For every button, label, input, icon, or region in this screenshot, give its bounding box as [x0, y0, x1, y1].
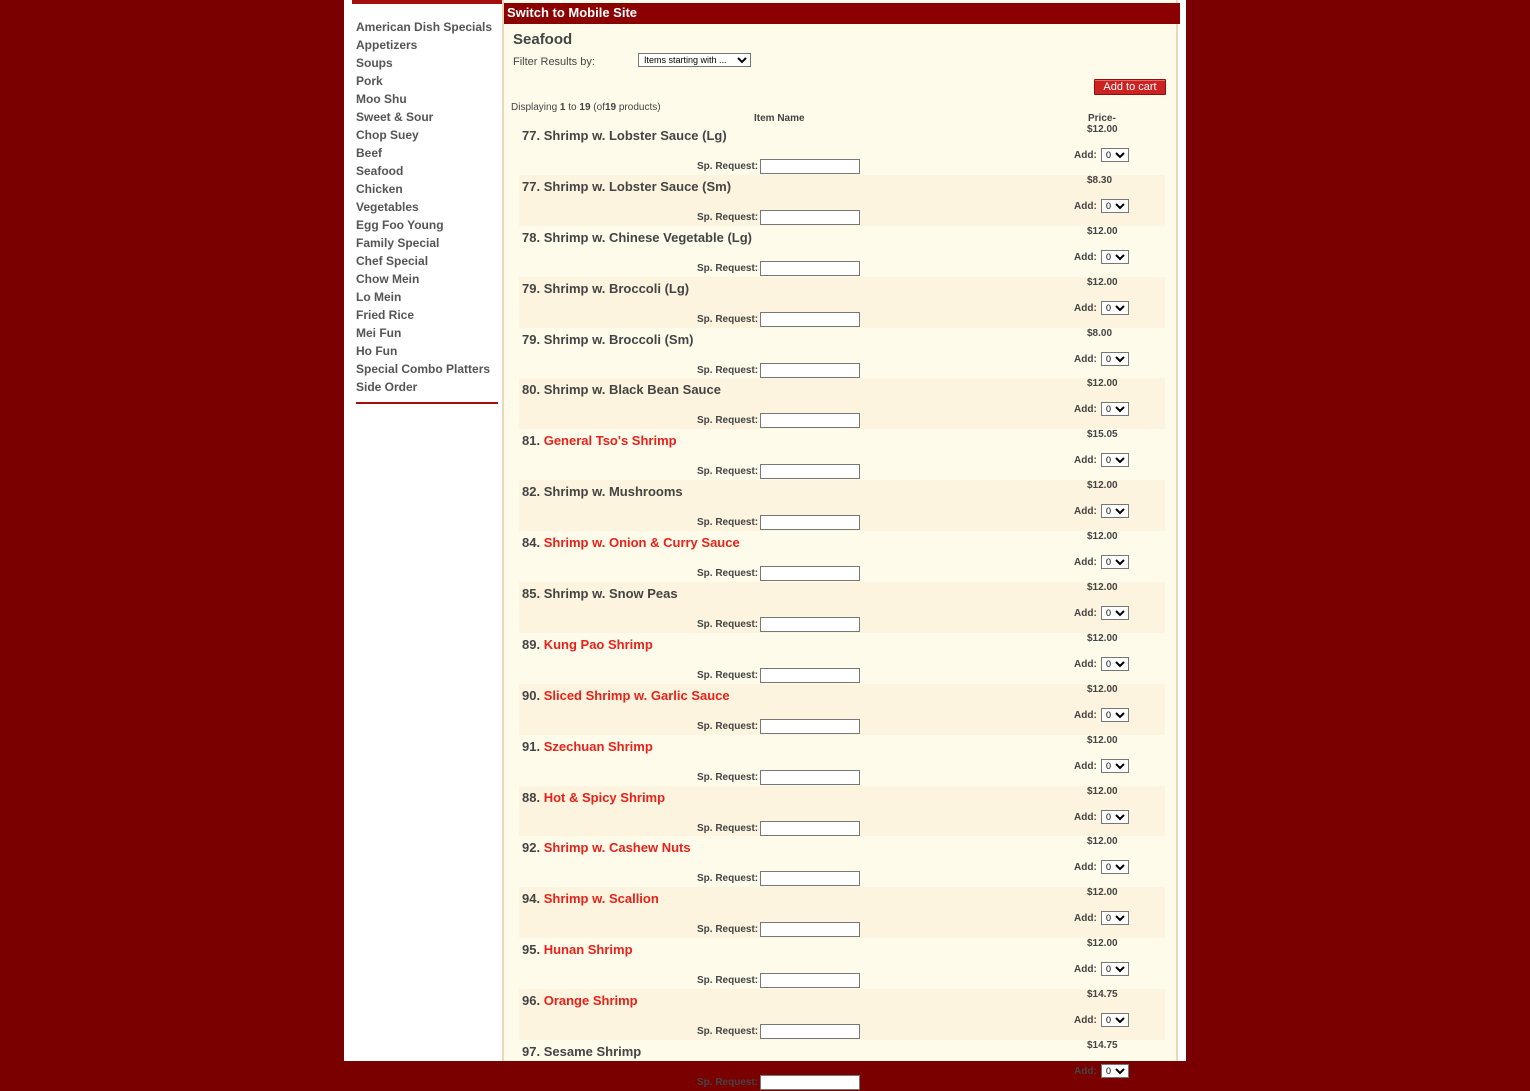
product-title [522, 230, 752, 245]
product-price: $12.00 [1087, 582, 1118, 594]
special-request-label: Sp. Request: [697, 364, 759, 376]
product-name: Shrimp w. Black Bean Sauce [543, 382, 721, 398]
special-request-input[interactable] [760, 261, 860, 276]
product-row [519, 735, 1165, 786]
quantity-select[interactable] [1101, 810, 1129, 824]
sidebar-divider [356, 402, 498, 404]
quantity-select[interactable] [1101, 657, 1129, 671]
product-list [519, 124, 1165, 1091]
product-name: Shrimp w. Chinese Vegetable (Lg) [543, 229, 752, 245]
add-label: Add: [1074, 557, 1097, 569]
results-total: 19 [604, 102, 617, 113]
quantity-select[interactable] [1101, 148, 1129, 162]
product-number: 79. [522, 331, 541, 347]
product-number: 81. [522, 433, 541, 449]
special-request-input[interactable] [760, 515, 860, 530]
special-request-label: Sp. Request: [697, 1026, 759, 1038]
product-name: Shrimp w. Lobster Sauce (Sm) [543, 178, 732, 194]
sidebar-item[interactable]: Seafood [356, 164, 404, 178]
quantity-select[interactable] [1101, 250, 1129, 264]
product-row [519, 226, 1165, 277]
product-row [519, 429, 1165, 480]
sidebar-item[interactable]: Soups [356, 56, 393, 70]
price-header: Price- [1088, 113, 1116, 124]
product-number: 94. [522, 891, 541, 907]
quantity-select[interactable] [1101, 301, 1129, 315]
product-name: Shrimp w. Broccoli (Lg) [543, 280, 690, 296]
product-row [519, 124, 1165, 175]
product-title [522, 1044, 641, 1059]
product-price: $8.00 [1087, 327, 1113, 339]
sidebar-item[interactable]: Side Order [356, 380, 418, 394]
sidebar-item[interactable]: Appetizers [356, 38, 418, 52]
quantity-select[interactable] [1101, 708, 1129, 722]
add-label: Add: [1074, 913, 1097, 925]
product-title [522, 179, 731, 194]
special-request-input[interactable] [760, 210, 860, 225]
add-label: Add: [1074, 658, 1097, 670]
special-request-input[interactable] [760, 464, 860, 479]
product-price: $12.00 [1087, 938, 1118, 950]
product-row [519, 378, 1165, 429]
product-number: 79. [522, 280, 541, 296]
sidebar-item[interactable]: Beef [356, 146, 383, 160]
results-suffix: products) [618, 102, 661, 113]
product-name: Shrimp w. Snow Peas [543, 586, 678, 602]
special-request-input[interactable] [760, 159, 860, 174]
special-request-input[interactable] [760, 821, 860, 836]
product-price: $14.75 [1087, 1040, 1118, 1052]
product-price: $12.00 [1087, 225, 1118, 237]
special-request-label: Sp. Request: [697, 415, 759, 427]
product-title [522, 790, 665, 805]
add-label: Add: [1074, 964, 1097, 976]
quantity-select[interactable] [1101, 199, 1129, 213]
item-name-header: Item Name [754, 113, 805, 124]
special-request-input[interactable] [760, 922, 860, 937]
product-number: 85. [522, 586, 541, 602]
sidebar-item[interactable]: Chef Special [356, 254, 429, 268]
product-name[interactable]: Shrimp w. Cashew Nuts [543, 840, 691, 856]
product-row [519, 1040, 1165, 1091]
special-request-label: Sp. Request: [697, 975, 759, 987]
sidebar-item[interactable]: Family Special [356, 236, 440, 250]
results-of: (of [593, 102, 605, 113]
add-label: Add: [1074, 608, 1097, 620]
product-title [522, 128, 727, 143]
add-label: Add: [1074, 200, 1097, 212]
sidebar-item[interactable]: Chicken [356, 182, 403, 196]
special-request-input[interactable] [760, 617, 860, 632]
product-name[interactable]: Szechuan Shrimp [543, 738, 653, 754]
sidebar-item[interactable]: Ho Fun [356, 344, 398, 358]
product-number: 96. [522, 993, 541, 1009]
sidebar-item[interactable]: Pork [356, 74, 383, 88]
switch-to-mobile-link[interactable]: Switch to Mobile Site [504, 3, 1180, 24]
special-request-input[interactable] [760, 1024, 860, 1039]
product-title [522, 891, 659, 906]
quantity-select[interactable] [1101, 759, 1129, 773]
add-label: Add: [1074, 455, 1097, 467]
product-name: Shrimp w. Broccoli (Sm) [543, 331, 694, 347]
sidebar-item[interactable]: Mei Fun [356, 326, 402, 340]
product-number: 97. [522, 1044, 541, 1060]
add-label: Add: [1074, 1015, 1097, 1027]
results-count [511, 102, 661, 113]
sidebar-item[interactable]: Chop Suey [356, 128, 419, 142]
product-title [522, 382, 721, 397]
product-number: 88. [522, 789, 541, 805]
special-request-input[interactable] [760, 363, 860, 378]
add-label: Add: [1074, 302, 1097, 314]
product-title [522, 332, 693, 347]
category-sidebar [344, 0, 502, 1061]
category-title: Seafood [513, 31, 573, 48]
special-request-label: Sp. Request: [697, 313, 759, 325]
special-request-label: Sp. Request: [697, 822, 759, 834]
product-row [519, 989, 1165, 1040]
add-label: Add: [1074, 353, 1097, 365]
filter-select[interactable] [638, 53, 751, 67]
product-number: 84. [522, 535, 541, 551]
product-price: $8.30 [1087, 174, 1113, 186]
product-row [519, 582, 1165, 633]
special-request-label: Sp. Request: [697, 669, 759, 681]
special-request-label: Sp. Request: [697, 262, 759, 274]
product-price: $12.00 [1087, 378, 1118, 390]
results-to-word: to [568, 102, 577, 113]
product-price: $15.05 [1087, 429, 1118, 441]
results-from: 1 [559, 102, 566, 113]
sidebar-item[interactable]: Special Combo Platters [356, 362, 491, 376]
quantity-select[interactable] [1101, 402, 1129, 416]
product-number: 80. [522, 382, 541, 398]
product-price: $12.00 [1087, 683, 1118, 695]
special-request-label: Sp. Request: [697, 873, 759, 885]
quantity-select[interactable] [1101, 555, 1129, 569]
results-to: 19 [579, 102, 591, 113]
add-label: Add: [1074, 404, 1097, 416]
product-name: Shrimp w. Lobster Sauce (Lg) [543, 128, 727, 143]
sidebar-item[interactable]: Sweet & Sour [356, 110, 434, 124]
sidebar-top-bar [352, 0, 502, 4]
sidebar-item[interactable]: Egg Foo Young [356, 218, 444, 232]
product-price: $12.00 [1087, 632, 1118, 644]
special-request-input[interactable] [760, 668, 860, 683]
product-title [522, 535, 740, 550]
product-name[interactable]: Kung Pao Shrimp [543, 636, 653, 652]
product-name[interactable]: Shrimp w. Scallion [543, 891, 659, 907]
product-row [519, 531, 1165, 582]
product-title [522, 942, 633, 957]
product-row [519, 836, 1165, 887]
page [344, 0, 1186, 1089]
product-name[interactable]: Orange Shrimp [543, 993, 638, 1009]
quantity-select[interactable] [1101, 606, 1129, 620]
quantity-select[interactable] [1101, 860, 1129, 874]
product-row [519, 887, 1165, 938]
add-label: Add: [1074, 709, 1097, 721]
special-request-label: Sp. Request: [697, 1077, 759, 1089]
product-number: 82. [522, 484, 541, 500]
category-list [356, 18, 498, 396]
product-title [522, 586, 678, 601]
special-request-label: Sp. Request: [697, 619, 759, 631]
product-price: $14.75 [1087, 989, 1118, 1001]
product-number: 77. [522, 178, 541, 194]
product-row [519, 938, 1165, 989]
quantity-select[interactable] [1101, 1013, 1129, 1027]
product-price: $12.00 [1087, 785, 1118, 797]
quantity-select[interactable] [1101, 352, 1129, 366]
main-content [502, 0, 1178, 1089]
quantity-select[interactable] [1101, 453, 1129, 467]
product-number: 95. [522, 942, 541, 958]
add-label: Add: [1074, 862, 1097, 874]
product-title [522, 739, 653, 754]
product-row [519, 633, 1165, 684]
product-row [519, 786, 1165, 837]
product-name[interactable]: Hunan Shrimp [543, 942, 633, 958]
product-price: $12.00 [1087, 734, 1118, 746]
add-label: Add: [1074, 811, 1097, 823]
sidebar-item[interactable]: Vegetables [356, 200, 419, 214]
product-price: $12.00 [1087, 836, 1118, 848]
quantity-select[interactable] [1101, 911, 1129, 925]
special-request-label: Sp. Request: [697, 720, 759, 732]
product-title [522, 433, 677, 448]
quantity-select[interactable] [1101, 1064, 1129, 1078]
special-request-label: Sp. Request: [697, 466, 759, 478]
product-number: 77. [522, 128, 541, 143]
filter-label: Filter Results by: [513, 56, 595, 68]
sidebar-item[interactable]: Chow Mein [356, 272, 420, 286]
add-label: Add: [1074, 1066, 1097, 1078]
special-request-label: Sp. Request: [697, 161, 759, 172]
product-name: Shrimp w. Mushrooms [543, 484, 683, 500]
special-request-input[interactable] [760, 312, 860, 327]
add-label: Add: [1074, 251, 1097, 263]
product-title [522, 688, 730, 703]
special-request-input[interactable] [760, 1075, 860, 1090]
special-request-label: Sp. Request: [697, 771, 759, 783]
product-number: 92. [522, 840, 541, 856]
sidebar-item[interactable]: Lo Mein [356, 290, 402, 304]
product-name[interactable]: Hot & Spicy Shrimp [543, 789, 666, 805]
product-number: 90. [522, 687, 541, 703]
product-row [519, 684, 1165, 735]
product-name[interactable]: Sliced Shrimp w. Garlic Sauce [543, 687, 730, 703]
special-request-input[interactable] [760, 719, 860, 734]
add-to-cart-button[interactable]: Add to cart [1094, 79, 1166, 95]
special-request-input[interactable] [760, 413, 860, 428]
product-price: $12.00 [1087, 887, 1118, 899]
product-title [522, 840, 691, 855]
product-title [522, 484, 683, 499]
special-request-label: Sp. Request: [697, 568, 759, 580]
product-price: $12.00 [1087, 124, 1118, 135]
product-title [522, 637, 653, 652]
special-request-input[interactable] [760, 770, 860, 785]
product-name[interactable]: Shrimp w. Onion & Curry Sauce [543, 535, 740, 551]
quantity-select[interactable] [1101, 962, 1129, 976]
special-request-input[interactable] [760, 871, 860, 886]
special-request-label: Sp. Request: [697, 924, 759, 936]
product-title [522, 993, 638, 1008]
product-number: 78. [522, 229, 541, 245]
add-label: Add: [1074, 760, 1097, 772]
product-price: $12.00 [1087, 480, 1118, 492]
add-label: Add: [1074, 506, 1097, 518]
product-number: 91. [522, 738, 541, 754]
product-row [519, 277, 1165, 328]
product-row [519, 175, 1165, 226]
product-title [522, 281, 689, 296]
product-row [519, 328, 1165, 379]
quantity-select[interactable] [1101, 504, 1129, 518]
add-label: Add: [1074, 150, 1097, 161]
special-request-label: Sp. Request: [697, 517, 759, 529]
results-prefix: Displaying [511, 102, 558, 113]
special-request-input[interactable] [760, 973, 860, 988]
special-request-input[interactable] [760, 566, 860, 581]
product-name[interactable]: General Tso's Shrimp [543, 433, 677, 449]
product-number: 89. [522, 636, 541, 652]
sidebar-item[interactable]: Fried Rice [356, 308, 415, 322]
sidebar-item[interactable]: American Dish Specials [356, 20, 493, 34]
special-request-label: Sp. Request: [697, 211, 759, 223]
product-price: $12.00 [1087, 276, 1118, 288]
sidebar-item[interactable]: Moo Shu [356, 92, 407, 106]
product-row [519, 480, 1165, 531]
product-name: Sesame Shrimp [543, 1044, 642, 1060]
product-price: $12.00 [1087, 531, 1118, 543]
